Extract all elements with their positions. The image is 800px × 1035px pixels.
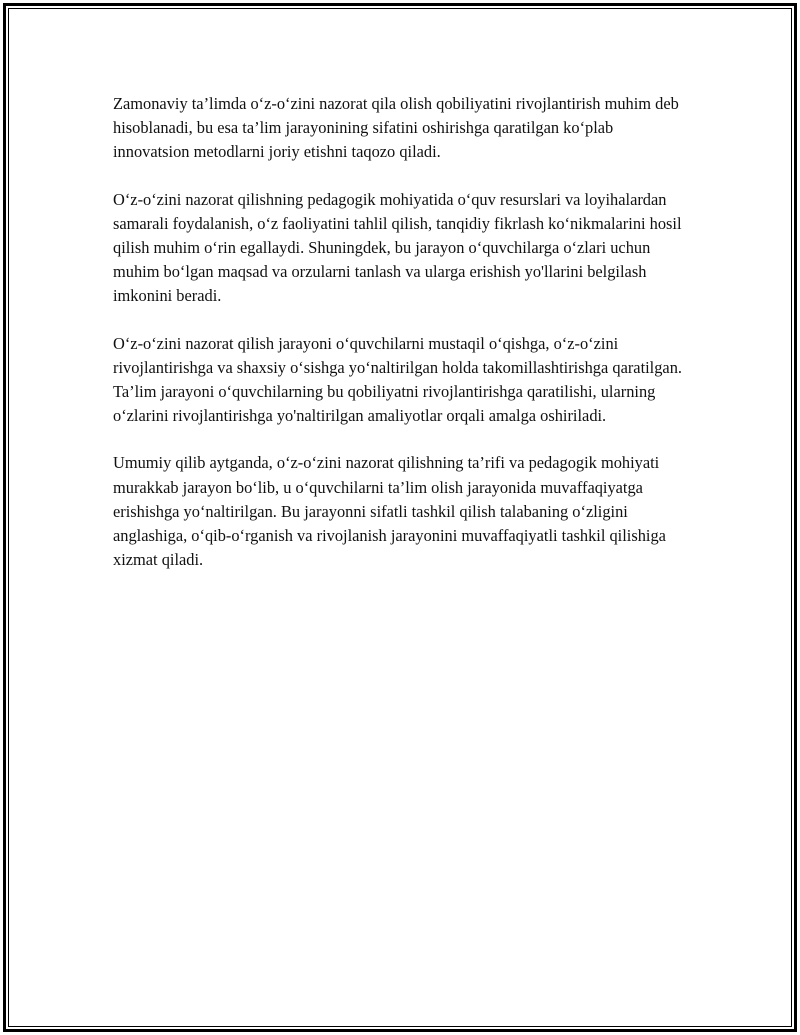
- paragraph-2: O‘z-o‘zini nazorat qilishning pedagogik mohiyatida o‘quv resurslari va loyihalardan samarali foydalanish, o‘z faoliyatini tahlil qilish, tanqidiy fikrlash ko‘nikmalarini hosil qilish muhim o‘rin egallaydi. Shuningdek, bu jarayon o‘quvchilarga o‘zlari uchun muhim bo‘lgan maqsad va orzularni tanlash va ularga erishish yo'llarini belgilash imkonini beradi.: [113, 189, 682, 306]
- paragraph-1: Zamonaviy ta’limda o‘z-o‘zini nazorat qila olish qobiliyatini rivojlantirish muhim deb hisoblanadi, bu esa ta’lim jarayonining sifatini oshirishga qaratilgan ko‘plab innovatsion metodlarni joriy etishni taqozo qiladi.: [113, 94, 679, 162]
- document-body: [113, 92, 693, 595]
- paragraph-4: Umumiy qilib aytganda, o‘z-o‘zini nazorat qilishning ta’rifi va pedagogik mohiyati murakkab jarayon bo‘lib, u o‘quvchilarni ta’lim olish jarayonida muvaffaqiyatga erishishga yo‘naltirilgan. Bu jarayonni sifatli tashkil qilish talabaning o‘zligini anglashiga, o‘qib-o‘rganish va rivojlanish jarayonini muvaffaqiyatli tashkil qilishiga xizmat qiladi.: [113, 453, 666, 570]
- paragraph-3: O‘z-o‘zini nazorat qilish jarayoni o‘quvchilarni mustaqil o‘qishga, o‘z-o‘zini rivojlantirishga va shaxsiy o‘sishga yo‘naltirilgan holda takomillashtirishga qaratilgan. Ta’lim jarayoni o‘quvchilarning bu qobiliyatni rivojlantirishga qaratilishi, ularning o‘zlarini rivojlantirishga yo'naltirilgan amaliyotlar orqali amalga oshiriladi.: [113, 333, 682, 426]
